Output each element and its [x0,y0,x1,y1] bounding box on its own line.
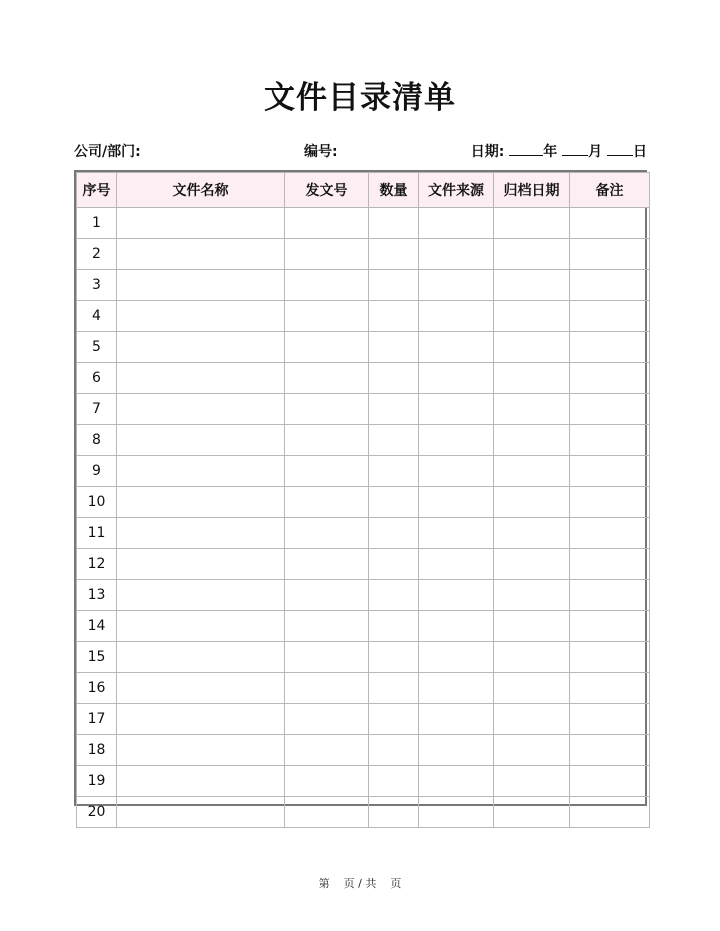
cell-doc-number[interactable] [285,766,369,797]
cell-remarks[interactable] [570,797,650,828]
cell-source[interactable] [419,239,494,270]
table-row [77,487,650,518]
header-archive-date: 归档日期 [494,173,570,208]
cell-doc-number[interactable] [285,456,369,487]
cell-doc-number[interactable] [285,425,369,456]
table-row [77,518,650,549]
cell-file-name[interactable] [117,363,285,394]
row-index: 8 [77,425,117,456]
year-blank [509,143,543,156]
month-blank [562,143,588,156]
cell-remarks[interactable] [570,332,650,363]
cell-doc-number[interactable] [285,208,369,239]
cell-quantity[interactable] [369,239,419,270]
cell-quantity[interactable] [369,642,419,673]
cell-quantity[interactable] [369,518,419,549]
cell-file-name[interactable] [117,766,285,797]
cell-doc-number[interactable] [285,797,369,828]
table-row [77,456,650,487]
row-index: 14 [77,611,117,642]
cell-file-name[interactable] [117,797,285,828]
day-blank [607,143,633,156]
cell-archive-date[interactable] [494,456,570,487]
cell-remarks[interactable] [570,642,650,673]
cell-quantity[interactable] [369,208,419,239]
cell-archive-date[interactable] [494,549,570,580]
cell-remarks[interactable] [570,487,650,518]
cell-file-name[interactable] [117,456,285,487]
table-header-row [77,173,650,208]
cell-archive-date[interactable] [494,270,570,301]
row-index: 13 [77,580,117,611]
cell-remarks[interactable] [570,580,650,611]
meta-line [74,141,647,161]
cell-source[interactable] [419,332,494,363]
cell-file-name[interactable] [117,394,285,425]
cell-quantity[interactable] [369,456,419,487]
cell-quantity[interactable] [369,363,419,394]
cell-source[interactable] [419,456,494,487]
table-row [77,735,650,766]
cell-remarks[interactable] [570,363,650,394]
cell-file-name[interactable] [117,239,285,270]
row-index: 5 [77,332,117,363]
table-row [77,332,650,363]
row-index: 11 [77,518,117,549]
table-row [77,549,650,580]
cell-source[interactable] [419,735,494,766]
cell-quantity[interactable] [369,611,419,642]
header-index: 序号 [77,173,117,208]
cell-doc-number[interactable] [285,580,369,611]
row-index: 4 [77,301,117,332]
cell-remarks[interactable] [570,425,650,456]
number-label: 编号: [304,144,338,160]
cell-quantity[interactable] [369,332,419,363]
cell-source[interactable] [419,425,494,456]
cell-file-name[interactable] [117,611,285,642]
cell-archive-date[interactable] [494,208,570,239]
cell-doc-number[interactable] [285,487,369,518]
day-label: 日 [633,144,647,160]
cell-source[interactable] [419,580,494,611]
row-index: 15 [77,642,117,673]
cell-remarks[interactable] [570,704,650,735]
row-index: 16 [77,673,117,704]
cell-archive-date[interactable] [494,735,570,766]
cell-quantity[interactable] [369,270,419,301]
cell-remarks[interactable] [570,518,650,549]
cell-remarks[interactable] [570,673,650,704]
cell-quantity[interactable] [369,797,419,828]
header-source: 文件来源 [419,173,494,208]
cell-source[interactable] [419,208,494,239]
cell-quantity[interactable] [369,766,419,797]
header-file-name: 文件名称 [117,173,285,208]
table-row [77,580,650,611]
cell-source[interactable] [419,301,494,332]
header-doc-number: 发文号 [285,173,369,208]
cell-doc-number[interactable] [285,332,369,363]
table-body [77,208,650,828]
cell-source[interactable] [419,766,494,797]
cell-source[interactable] [419,797,494,828]
cell-source[interactable] [419,487,494,518]
table-row [77,425,650,456]
cell-source[interactable] [419,518,494,549]
cell-doc-number[interactable] [285,270,369,301]
date-label: 日期: [470,144,505,160]
row-index: 10 [77,487,117,518]
row-index: 18 [77,735,117,766]
cell-remarks[interactable] [570,208,650,239]
month-label: 月 [588,144,603,160]
cell-archive-date[interactable] [494,797,570,828]
cell-doc-number[interactable] [285,611,369,642]
cell-remarks[interactable] [570,239,650,270]
cell-remarks[interactable] [570,456,650,487]
cell-archive-date[interactable] [494,580,570,611]
header-remarks: 备注 [570,173,650,208]
cell-file-name[interactable] [117,518,285,549]
cell-archive-date[interactable] [494,704,570,735]
table-row [77,704,650,735]
cell-archive-date[interactable] [494,301,570,332]
cell-quantity[interactable] [369,704,419,735]
cell-doc-number[interactable] [285,642,369,673]
cell-doc-number[interactable] [285,735,369,766]
cell-archive-date[interactable] [494,425,570,456]
row-index: 6 [77,363,117,394]
row-index: 3 [77,270,117,301]
table-row [77,673,650,704]
cell-file-name[interactable] [117,704,285,735]
table-row [77,611,650,642]
catalog-table-wrapper [74,170,647,820]
cell-remarks[interactable] [570,611,650,642]
cell-doc-number[interactable] [285,518,369,549]
cell-source[interactable] [419,673,494,704]
cell-quantity[interactable] [369,549,419,580]
cell-source[interactable] [419,642,494,673]
table-row [77,301,650,332]
cell-quantity[interactable] [369,735,419,766]
row-index: 9 [77,456,117,487]
cell-archive-date[interactable] [494,363,570,394]
cell-quantity[interactable] [369,580,419,611]
table-row [77,394,650,425]
cell-file-name[interactable] [117,425,285,456]
cell-file-name[interactable] [117,332,285,363]
cell-source[interactable] [419,704,494,735]
table-row [77,797,650,828]
catalog-table [76,172,650,828]
cell-file-name[interactable] [117,549,285,580]
cell-archive-date[interactable] [494,332,570,363]
cell-archive-date[interactable] [494,673,570,704]
row-index: 2 [77,239,117,270]
cell-remarks[interactable] [570,394,650,425]
table-row [77,208,650,239]
table-row [77,270,650,301]
row-index: 19 [77,766,117,797]
cell-quantity[interactable] [369,301,419,332]
year-label: 年 [543,144,558,160]
table-row [77,642,650,673]
table-row [77,239,650,270]
cell-file-name[interactable] [117,301,285,332]
cell-archive-date[interactable] [494,239,570,270]
cell-file-name[interactable] [117,673,285,704]
row-index: 17 [77,704,117,735]
cell-doc-number[interactable] [285,673,369,704]
cell-file-name[interactable] [117,487,285,518]
cell-source[interactable] [419,611,494,642]
cell-source[interactable] [419,363,494,394]
cell-remarks[interactable] [570,766,650,797]
cell-file-name[interactable] [117,580,285,611]
cell-archive-date[interactable] [494,642,570,673]
cell-file-name[interactable] [117,642,285,673]
cell-archive-date[interactable] [494,394,570,425]
cell-doc-number[interactable] [285,704,369,735]
table-row [77,363,650,394]
company-label: 公司/部门: [74,144,141,160]
row-index: 12 [77,549,117,580]
cell-doc-number[interactable] [285,363,369,394]
cell-source[interactable] [419,394,494,425]
cell-archive-date[interactable] [494,487,570,518]
cell-archive-date[interactable] [494,518,570,549]
cell-doc-number[interactable] [285,394,369,425]
cell-archive-date[interactable] [494,611,570,642]
cell-remarks[interactable] [570,735,650,766]
row-index: 1 [77,208,117,239]
cell-remarks[interactable] [570,270,650,301]
row-index: 7 [77,394,117,425]
cell-doc-number[interactable] [285,301,369,332]
cell-quantity[interactable] [369,673,419,704]
cell-quantity[interactable] [369,394,419,425]
document-title: 文件目录清单 [264,80,456,116]
cell-doc-number[interactable] [285,549,369,580]
cell-remarks[interactable] [570,549,650,580]
cell-quantity[interactable] [369,487,419,518]
cell-doc-number[interactable] [285,239,369,270]
page-footer: 第 页 / 共 页 [318,877,402,890]
cell-remarks[interactable] [570,301,650,332]
cell-file-name[interactable] [117,270,285,301]
row-index: 20 [77,797,117,828]
table-row [77,766,650,797]
date-field [471,141,647,161]
cell-quantity[interactable] [369,425,419,456]
cell-archive-date[interactable] [494,766,570,797]
cell-source[interactable] [419,270,494,301]
cell-file-name[interactable] [117,735,285,766]
cell-source[interactable] [419,549,494,580]
header-quantity: 数量 [369,173,419,208]
cell-file-name[interactable] [117,208,285,239]
